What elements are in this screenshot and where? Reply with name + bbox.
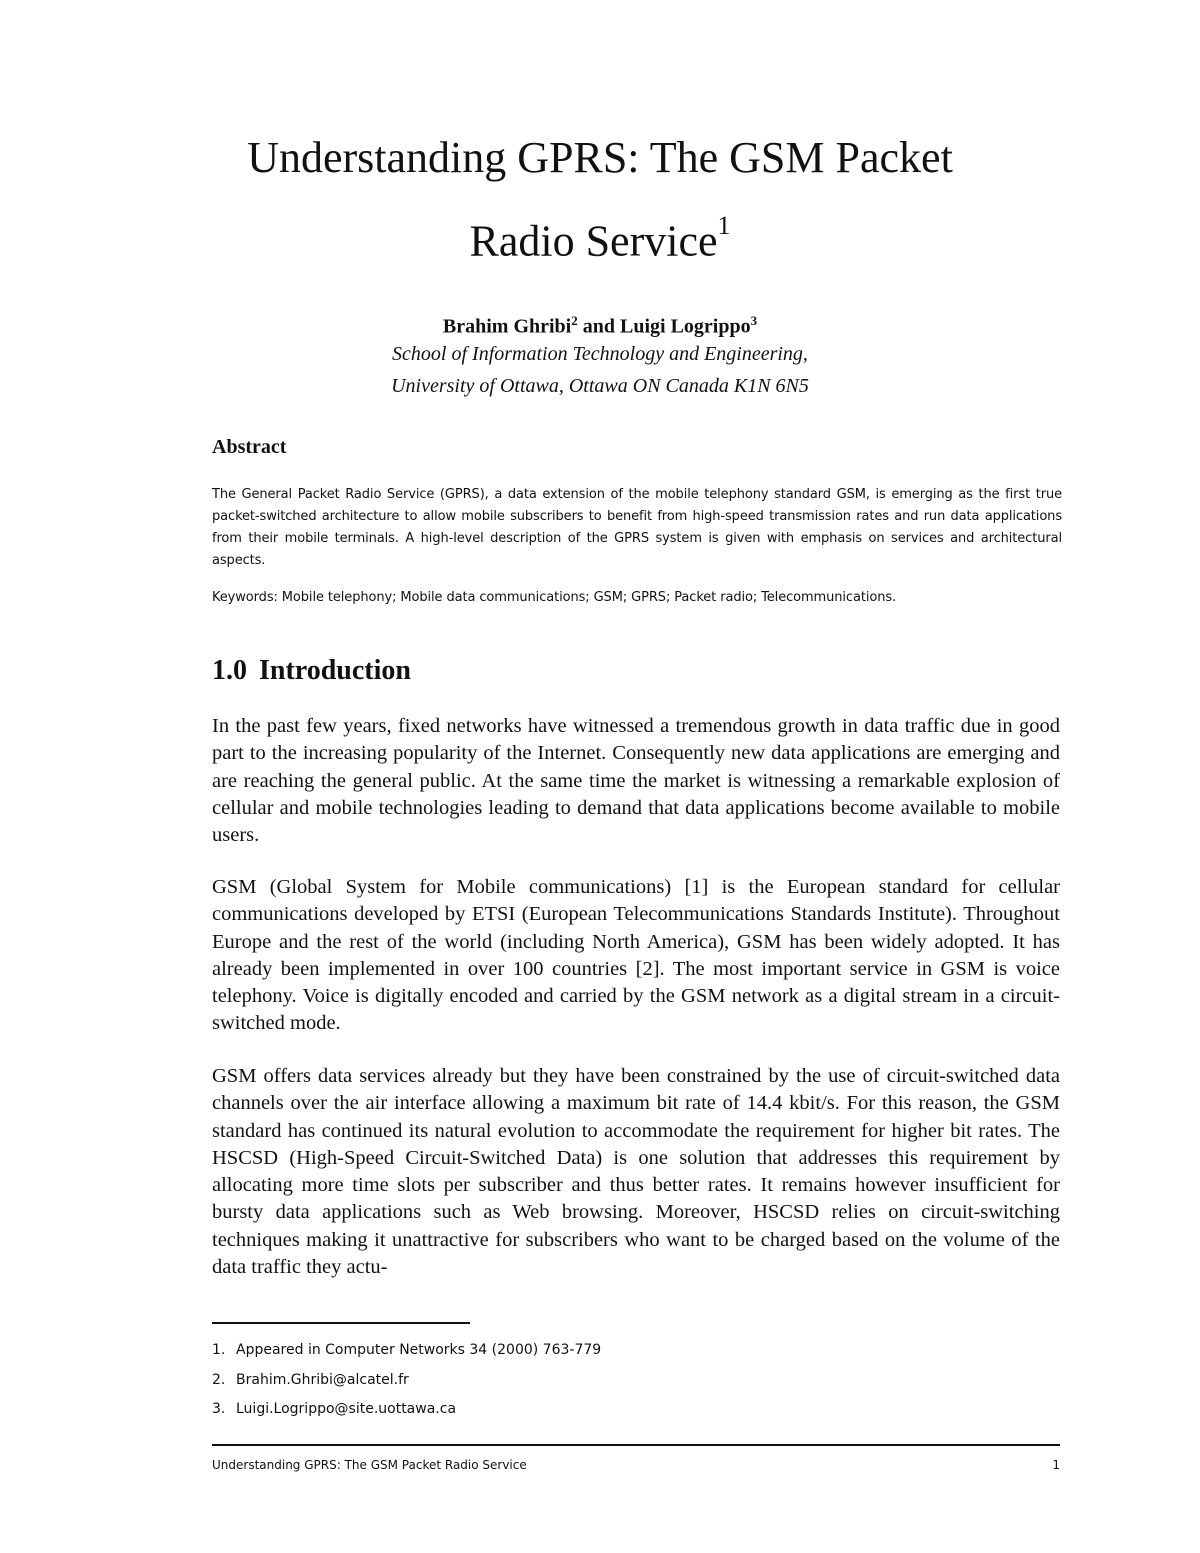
author-conjunction: and <box>582 315 615 338</box>
keywords: Keywords: Mobile telephony; Mobile data communications; GSM; GPRS; Packet radio; Telecommunications. <box>212 590 897 605</box>
footnote-text: Luigi.Logrippo@site.uottawa.ca <box>236 1401 457 1417</box>
footnote-number: 3. <box>212 1401 226 1417</box>
footnote-text: Brahim.Ghribi@alcatel.fr <box>236 1371 409 1388</box>
section-number: 1.0 <box>212 655 247 686</box>
body-paragraph-1: In the past few years, fixed networks have witnessed a tremendous growth in data traffic due in good part to the increasing popularity of the Internet. Consequently new data applications are emerging and are reaching the general public. At the same time the market is witnessing a remarkable explosion of cellular and mobile technologies leading to demand that data applications become available to mobile users. <box>212 715 1060 847</box>
running-title: Understanding GPRS: The GSM Packet Radio Service <box>212 1458 527 1472</box>
footnote-text: Appeared in Computer Networks 34 (2000) 763-779 <box>236 1342 602 1358</box>
affiliation-line-1: School of Information Technology and Engineering, <box>392 343 808 365</box>
authors-line <box>0 306 1200 342</box>
footnote-number: 1. <box>212 1342 226 1358</box>
body-paragraph-3: GSM offers data services already but they have been constrained by the use of circuit-switched data channels over the air interface allowing a maximum bit rate of 14.4 kbit/s. For this reason, the GSM standard has continued its natural evolution to accommodate the requirement for higher bit rates. The HSCSD (High-Speed Circuit-Switched Data) is one solution that addresses this requirement by allocating more time slots per subscriber and thus better rates. It remains however insufficient for bursty data applications such as Web browsing. Moreover, HSCSD relies on circuit-switching techniques making it unattractive for subscribers who want to be charged based on the volume of the data traffic they actu- <box>212 1065 1060 1279</box>
paper-title-line-2 <box>0 202 1200 272</box>
author-2-mark: 3 <box>750 313 758 328</box>
footnote-divider <box>212 1322 470 1324</box>
footnotes <box>212 1336 912 1425</box>
author-1: Brahim Ghribi <box>442 315 572 338</box>
title-text-2: Radio Service <box>469 216 718 266</box>
body-paragraph-2: GSM (Global System for Mobile communications) [1] is the European standard for cellular communications developed by ETSI (European Telecommunications Standards Institute). Throughout Europe and the rest of the world (including North America), GSM has been widely adopted. It has already been implemented in over 100 countries [2]. The most important service in GSM is voice telephony. Voice is digitally encoded and carried by the GSM network as a digital stream in a circuit-switched mode. <box>212 876 1060 1035</box>
author-2: Luigi Logrippo <box>620 315 751 338</box>
footnote-item <box>212 1336 912 1366</box>
footnote-item <box>212 1366 912 1396</box>
abstract-heading: Abstract <box>212 436 287 458</box>
section-heading <box>212 652 411 690</box>
paper-title-line-1 <box>0 128 1200 188</box>
abstract-text: The General Packet Radio Service (GPRS), a data extension of the mobile telephony standard GSM, is emerging as the first true packet-switched architecture to allow mobile subscribers to benefit from high-speed transmission rates and run data applications from their mobile terminals. A high-level description of the GPRS system is given with emphasis on services and architectural aspects. <box>212 487 1062 568</box>
footnote-number: 2. <box>212 1371 226 1388</box>
title-footnote-mark: 1 <box>717 211 731 240</box>
footnote-item <box>212 1395 912 1425</box>
title-text-1: Understanding GPRS: The GSM Packet <box>247 133 953 182</box>
footer-divider <box>212 1444 1060 1446</box>
author-1-mark: 2 <box>571 313 578 328</box>
affiliation-line-2: University of Ottawa, Ottawa ON Canada K1N 6N5 <box>391 375 809 397</box>
section-title: Introduction <box>259 655 411 686</box>
page-number: 1 <box>1052 1458 1060 1472</box>
